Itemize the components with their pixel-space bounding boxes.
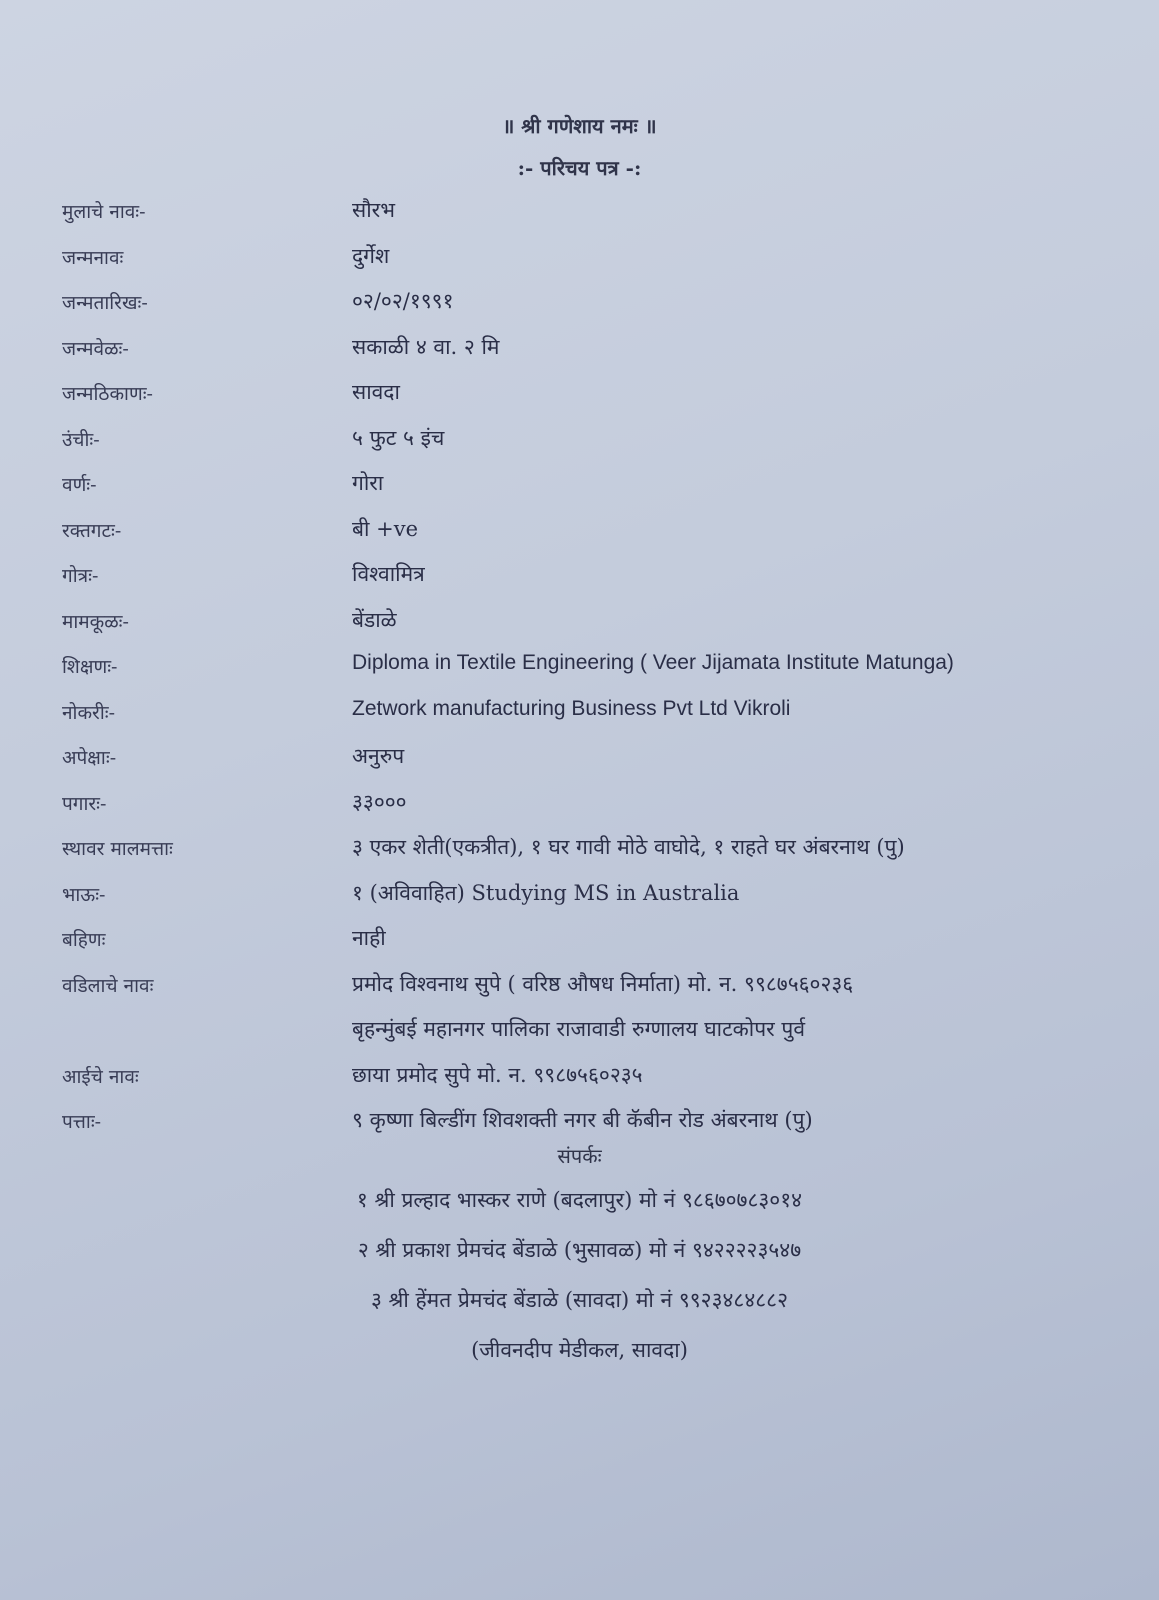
field-value: ३ एकर शेती(एकत्रीत), १ घर गावी मोठे वाघोदे, १ राहते घर अंबरनाथ (पु) [352,835,905,859]
field-label: अपेक्षाः- [62,747,117,769]
field-row-height [0,420,1159,466]
field-row-birth-time [0,329,1159,375]
field-value: बी +ve [352,516,418,541]
contacts-list [0,1186,1159,1386]
field-row-education [0,647,1159,693]
field-row-gotra [0,556,1159,602]
field-label: आईचे नावः [62,1065,139,1088]
field-row-property [0,829,1159,875]
field-label: मामकूळः- [62,610,129,633]
field-label: शिक्षणः- [62,656,118,678]
field-label: बहिणः [62,929,106,951]
field-value: सौरभ [352,198,395,222]
field-value: बृहन्मुंबई महानगर पालिका राजावाडी रुग्णालय घाटकोपर पुर्व [352,1017,806,1041]
field-value: नाही [352,926,386,950]
field-row-father-continued [0,1011,1159,1057]
field-row-birth-date [0,283,1159,329]
contact-line: १ श्री प्रल्हाद भास्कर राणे (बदलापुर) मो नं ९८६७०७८३०१४ [356,1188,803,1212]
contact-line: २ श्री प्रकाश प्रेमचंद बेंडाळे (भुसावळ) मो नं ९४२२२२३५४७ [357,1238,802,1262]
field-label: नोकरीः- [62,701,116,724]
field-row-expectation [0,738,1159,784]
field-row-father [0,966,1159,1012]
field-value: प्रमोद विश्वनाथ सुपे ( वरिष्ठ औषध निर्माता) मो. न. ९९८७५६०२३६ [352,971,854,996]
field-label: वडिलाचे नावः [62,974,154,997]
contact-note: (जीवनदीप मेडीकल, सावदा) [471,1338,688,1362]
field-value: Zetwork manufacturing Business Pvt Ltd Vikroli [352,696,791,720]
field-row-blood-group [0,511,1159,557]
field-value: ३३००० [352,789,407,814]
field-row-name [0,192,1159,238]
field-value: सकाळी ४ वा. २ मि [352,334,500,359]
field-value: गोरा [352,471,384,495]
field-label: जन्मतारिखः- [62,292,148,314]
field-row-sister [0,920,1159,966]
field-value: दुर्गेश [352,243,390,268]
field-row-mother [0,1057,1159,1103]
field-label: जन्मनावः [62,246,124,269]
field-value: विश्वामित्र [352,562,425,586]
invocation-heading: ॥ श्री गणेशाय नमः ॥ [502,114,657,138]
field-label: वर्णः- [62,474,97,496]
field-label: उंचीः- [62,428,100,451]
field-label: जन्मवेळः- [62,337,129,360]
field-value: अनुरुप [352,744,405,768]
field-row-job [0,693,1159,739]
field-label: पत्ताः- [62,1111,102,1133]
contacts-heading: संपर्कः [557,1144,602,1168]
field-value: सावदा [352,380,400,404]
field-row-brother [0,875,1159,921]
field-row-birth-place [0,374,1159,420]
contact-line: ३ श्री हेंमत प्रेमचंद बेंडाळे (सावदा) मो नं ९९२३४८४८८२ [370,1288,789,1312]
details-list [0,192,1159,1148]
field-value: ९ कृष्णा बिल्डींग शिवशक्ती नगर बी कॅबीन रोड अंबरनाथ (पु) [352,1108,813,1132]
field-row-maternal-clan [0,602,1159,648]
field-value: बेंडाळे [352,607,397,632]
field-row-address [0,1102,1159,1148]
field-row-salary [0,784,1159,830]
field-value: ५ फुट ५ इंच [352,425,445,450]
field-label: स्थावर मालमत्ताः [62,838,173,860]
field-label: मुलाचे नावः- [62,201,146,223]
field-label: गोत्रः- [62,565,99,587]
document-title: :- परिचय पत्र -: [517,156,642,180]
field-label: पगारः- [62,792,107,815]
field-label: जन्मठिकाणः- [62,383,153,405]
field-row-complexion [0,465,1159,511]
field-row-birth-name [0,238,1159,284]
field-value: छाया प्रमोद सुपे मो. न. ९९८७५६०२३५ [352,1062,643,1087]
field-label: रक्तगटः- [62,519,122,542]
field-value: Diploma in Textile Engineering ( Veer Jijamata Institute Matunga) [352,651,954,674]
field-value: ०२/०२/१९९१ [352,289,454,313]
field-value: १ (अविवाहित) Studying MS in Australia [352,880,740,905]
field-label: भाऊः- [62,883,106,906]
